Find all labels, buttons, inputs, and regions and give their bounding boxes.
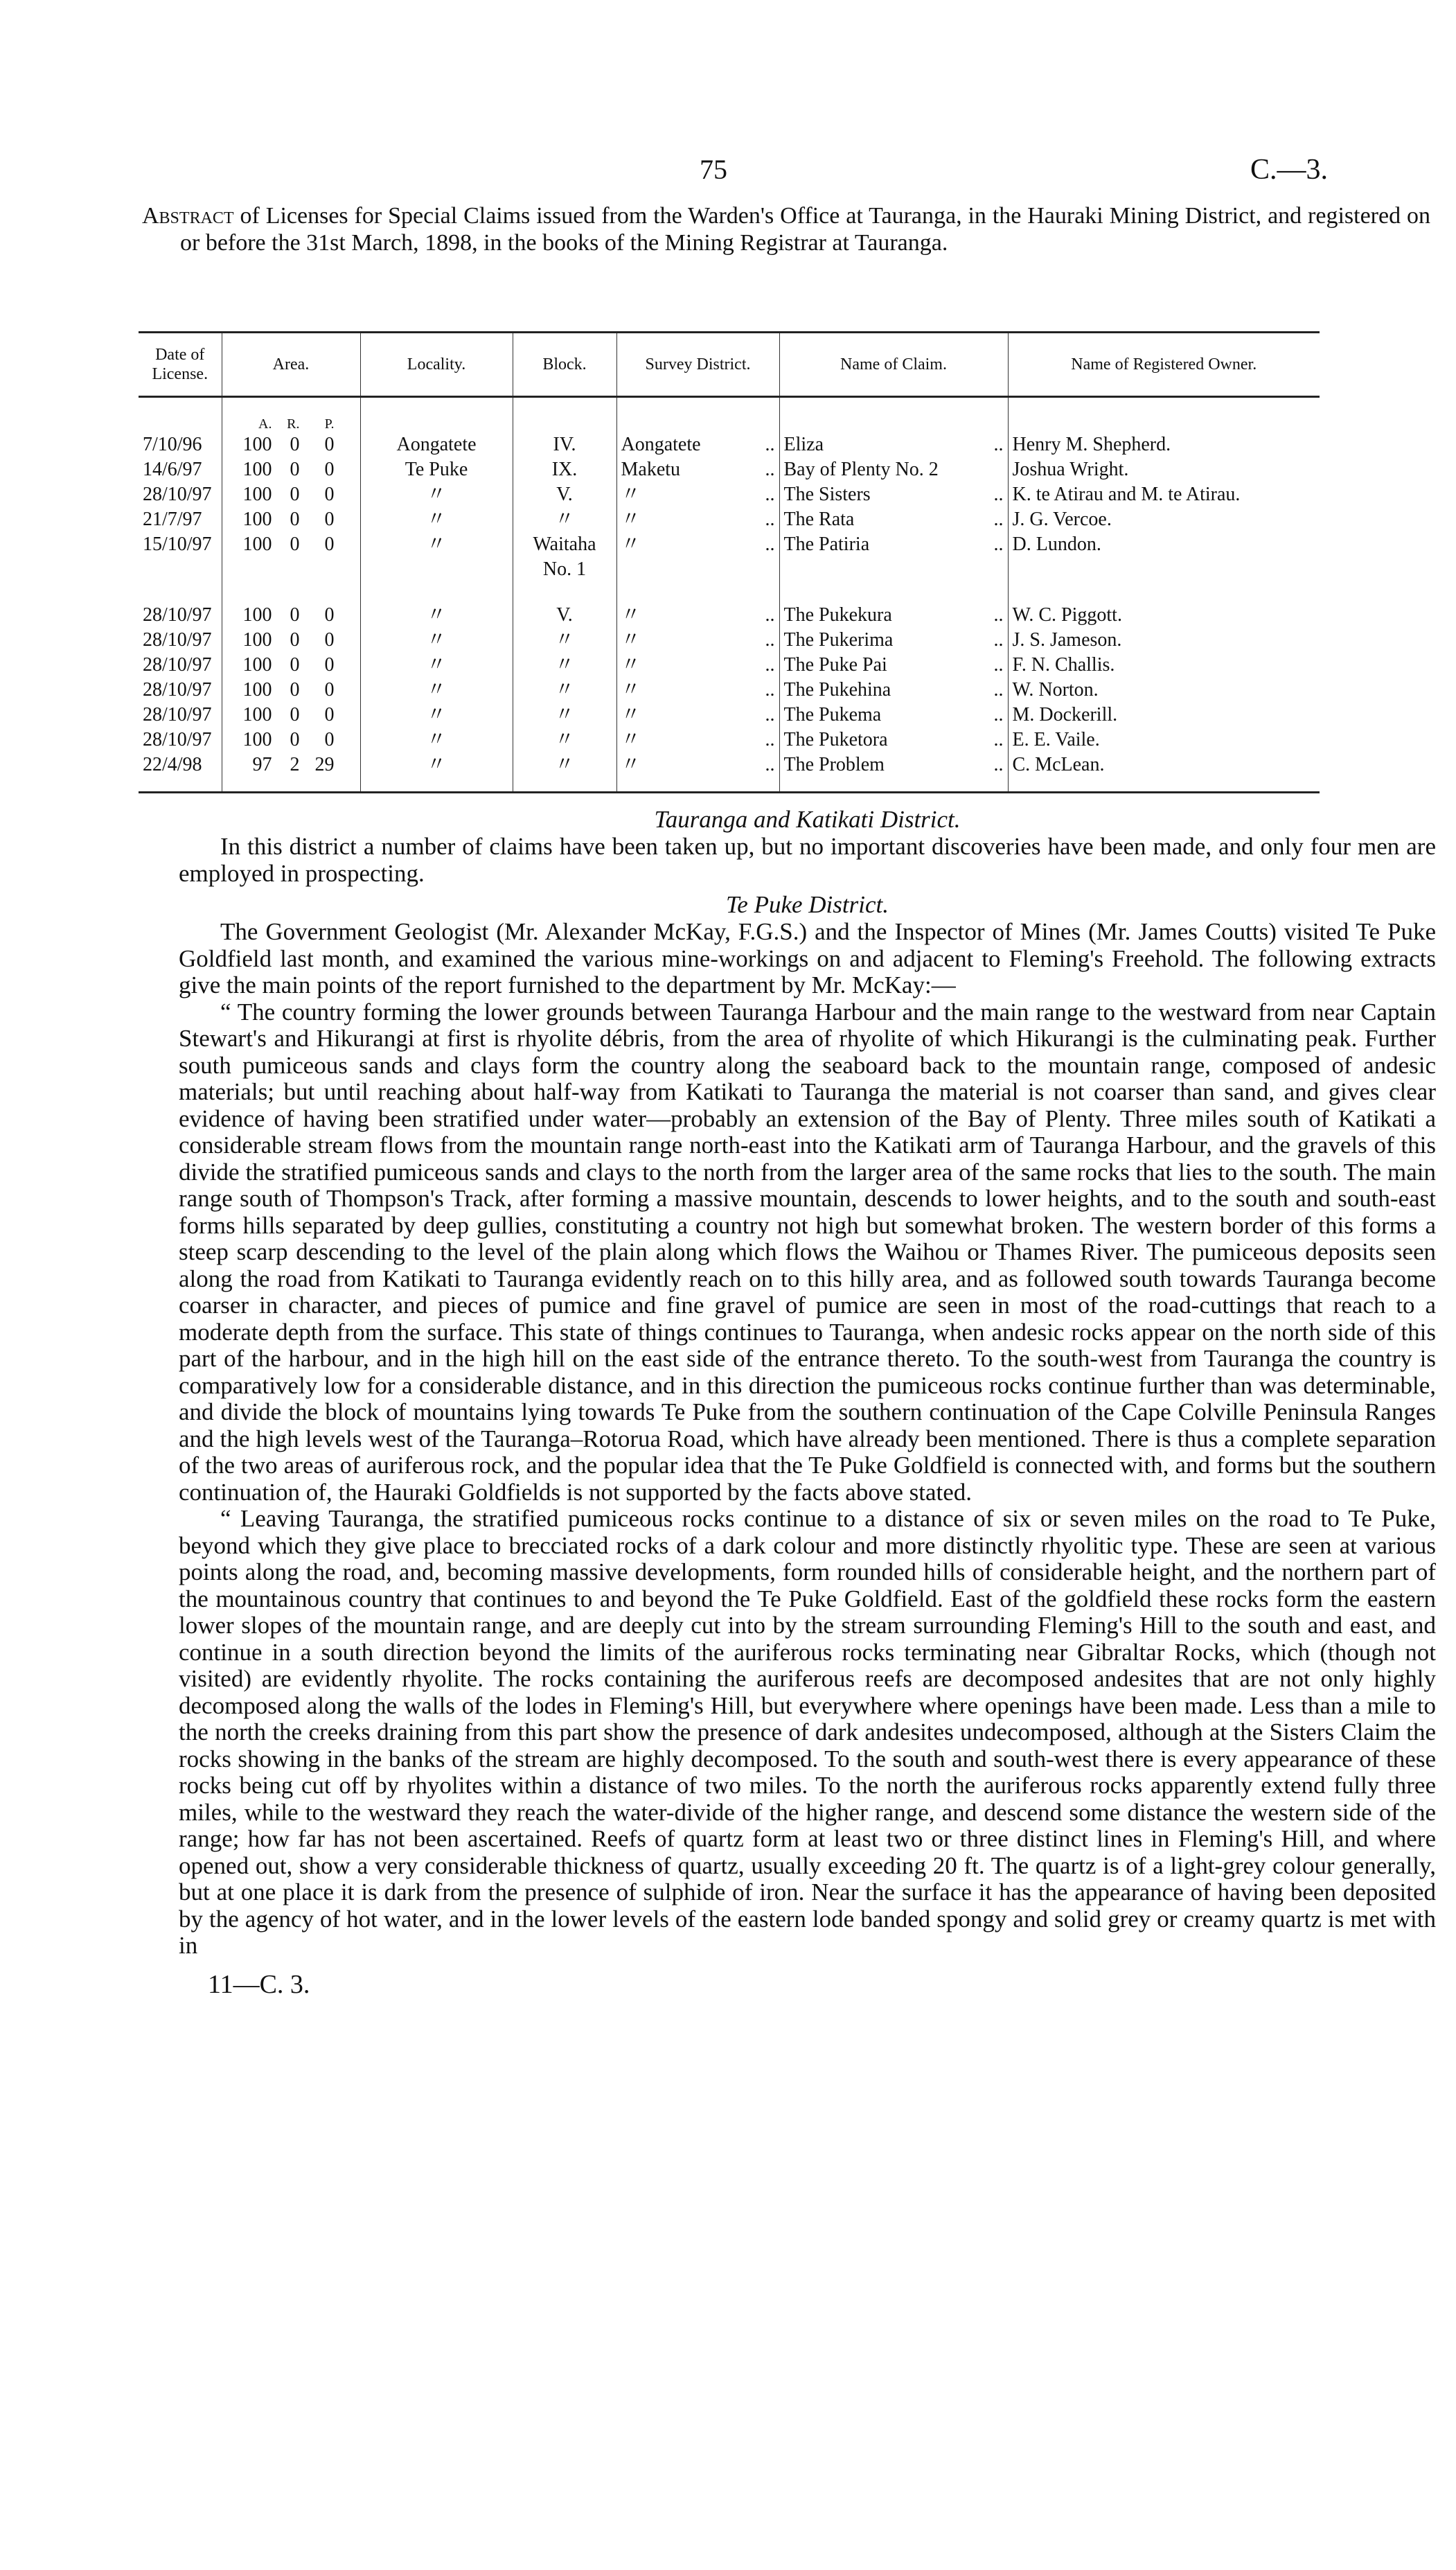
area-acres: 100 (242, 459, 272, 480)
leader-dots: .. (765, 509, 775, 530)
table-row (139, 678, 1320, 703)
leader-dots: .. (993, 509, 1004, 530)
area-roods: 0 (290, 629, 300, 651)
area-roods: 0 (290, 434, 300, 455)
claim-name-value: The Puke Pai (783, 654, 887, 676)
claim-name (779, 678, 1008, 703)
header-claim-name: Name of Claim. (779, 333, 1008, 397)
claim-name-value: The Pukema (783, 704, 882, 725)
leader-dots: .. (765, 459, 775, 480)
header-date: Date of License. (139, 333, 222, 397)
survey-district (616, 628, 779, 653)
title-lead: Abstract (142, 203, 234, 229)
area-roods: 0 (290, 654, 300, 676)
owner-name: J. S. Jameson. (1008, 628, 1320, 653)
table-row (139, 457, 1320, 482)
locality: 〃 (360, 678, 513, 703)
area-roods: 0 (290, 704, 300, 725)
area-roods: 0 (290, 729, 300, 750)
license-date: 7/10/96 (143, 434, 202, 455)
leader-dots: .. (765, 604, 775, 626)
section-heading-te-puke: Te Puke District. (726, 891, 889, 918)
license-date: 22/4/98 (139, 752, 222, 793)
area-perches: 0 (324, 629, 335, 651)
block: 〃 (513, 653, 616, 678)
area-acres: 100 (242, 654, 272, 676)
license-date: 28/10/97 (143, 604, 212, 626)
block: V. (513, 582, 616, 628)
license-date: 15/10/97 (143, 534, 212, 555)
paragraph: In this district a number of claims have been taken up, but no important discoveries have been made, and only four men are employed in prospecting. (179, 833, 1436, 887)
survey-district-value: 〃 (621, 704, 641, 725)
claim-name-value: The Pukerima (783, 629, 894, 651)
table-row (139, 582, 1320, 628)
leader-dots: .. (765, 654, 775, 676)
block: 〃 (513, 507, 616, 532)
table-row (139, 628, 1320, 653)
claim-name (779, 507, 1008, 532)
area-perches: 0 (324, 729, 335, 750)
locality: Te Puke (360, 457, 513, 482)
leader-dots: .. (765, 434, 775, 455)
locality: 〃 (360, 582, 513, 628)
header-block: Block. (513, 333, 616, 397)
survey-district-value: 〃 (621, 679, 641, 701)
header-area: Area. (222, 333, 360, 397)
leader-dots: .. (993, 534, 1004, 555)
claim-name-value: The Rata (783, 509, 855, 530)
survey-district (616, 752, 779, 793)
block: IV. (513, 432, 616, 457)
unit-acres: A. (258, 416, 272, 432)
area-acres: 100 (242, 629, 272, 651)
survey-district (616, 432, 779, 457)
license-date: 28/10/97 (143, 654, 212, 676)
license-date: 21/7/97 (143, 509, 202, 530)
table-row (139, 482, 1320, 507)
claim-name-value: The Pukehina (783, 679, 891, 701)
area-perches: 0 (324, 509, 335, 530)
page-content (139, 331, 1437, 2000)
area-perches: 0 (324, 434, 335, 455)
area-perches: 0 (324, 604, 335, 626)
leader-dots: .. (765, 484, 775, 505)
area (222, 482, 360, 507)
area (222, 628, 360, 653)
area-acres: 100 (242, 534, 272, 555)
leader-dots: .. (993, 729, 1004, 750)
block: Waitaha No. 1 (513, 532, 616, 582)
block: 〃 (513, 628, 616, 653)
locality: Aongatete (360, 432, 513, 457)
area-acres: 100 (242, 509, 272, 530)
area-acres: 97 (252, 754, 272, 775)
owner-name: M. Dockerill. (1008, 703, 1320, 728)
claim-name (779, 582, 1008, 628)
claim-name-value: Eliza (783, 434, 824, 455)
area (222, 653, 360, 678)
owner-name: D. Lundon. (1008, 532, 1320, 582)
claim-name (779, 752, 1008, 793)
header-owner: Name of Registered Owner. (1008, 333, 1320, 397)
locality: 〃 (360, 653, 513, 678)
survey-district (616, 703, 779, 728)
locality: 〃 (360, 752, 513, 793)
table-row (139, 703, 1320, 728)
area-roods: 0 (290, 509, 300, 530)
leader-dots: .. (993, 484, 1004, 505)
area (222, 703, 360, 728)
block: 〃 (513, 703, 616, 728)
area-acres: 100 (242, 484, 272, 505)
survey-district-value: 〃 (621, 654, 641, 676)
locality: 〃 (360, 628, 513, 653)
area (222, 582, 360, 628)
survey-district (616, 482, 779, 507)
area-perches: 0 (324, 704, 335, 725)
claim-name (779, 728, 1008, 752)
table-header-row (139, 333, 1320, 397)
block: 〃 (513, 752, 616, 793)
license-date: 28/10/97 (143, 704, 212, 725)
claim-name (779, 482, 1008, 507)
title-text: of Licenses for Special Claims issued from the Warden's Office at Tauranga, in the Hauraki Mining District, and registered on or before the 31st March, 1898, in the books of the Mining Registrar at Tauranga. (180, 203, 1430, 256)
survey-district (616, 457, 779, 482)
leader-dots: .. (765, 534, 775, 555)
area-roods: 2 (290, 754, 300, 775)
block: 〃 (513, 678, 616, 703)
survey-district-value: 〃 (621, 534, 641, 555)
paragraph: “ Leaving Tauranga, the stratified pumiceous rocks continue to a distance of six or seven miles on the road to Te Puke, beyond which they give place to brecciated rocks of a dark colour and more distinctly rhyolitic type. These are seen at various points along the road, and, becoming massive developments, form rounded hills of considerable height, and the northern part of the mountainous country that continues to and beyond the Te Puke Goldfield. East of the goldfield these rocks form the eastern lower slopes of the mountain range, and are deeply cut into by the stream surrounding Fleming's Hill to the south and east, and continue in a south direction beyond the limits of the auriferous rocks terminating near Gibraltar Rocks, which (though not visited) are evidently rhyolite. The rocks containing the auriferous reefs are decomposed andesites that are not only highly decomposed along the walls of the lodes in Fleming's Hill, but everywhere where openings have been made. Less than a mile to the north the creeks draining from this part show the presence of dark andesites undecomposed, although at the Sisters Claim the rocks showing in the banks of the stream are highly decomposed. To the south and south-west there is every appearance of these rocks being cut off by rhyolites within a distance of two miles. To the north the auriferous rocks apparently extend fully three miles, while to the westward they reach the water-divide of the higher range, and descend some distance the western side of the range; how far has not been ascertained. Reefs of quartz form at least two or three distinct lines in Fleming's Hill, and where opened out, show a very considerable thickness of quartz, usually exceeding 20 ft. The quartz is of a light-grey colour generally, but at one place it is dark from the presence of sulphide of iron. Near the surface it has the appearance of having been deposited by the agency of hot water, and in the lower levels of the eastern lode banded spongy and solid grey or creamy quartz is met with in (179, 1505, 1436, 1959)
survey-district (616, 728, 779, 752)
claim-name (779, 703, 1008, 728)
table-row (139, 432, 1320, 457)
table-title (142, 202, 1430, 256)
leader-dots: .. (765, 754, 775, 775)
locality: 〃 (360, 532, 513, 582)
leader-dots: .. (765, 729, 775, 750)
survey-district (616, 678, 779, 703)
leader-dots: .. (993, 704, 1004, 725)
leader-dots: .. (765, 679, 775, 701)
claim-name (779, 628, 1008, 653)
survey-district (616, 653, 779, 678)
area-perches: 0 (324, 679, 335, 701)
owner-name: K. te Atirau and M. te Atirau. (1008, 482, 1320, 507)
table-row (139, 752, 1320, 793)
claim-name (779, 457, 1008, 482)
block: V. (513, 482, 616, 507)
owner-name: Henry M. Shepherd. (1008, 432, 1320, 457)
block: 〃 (513, 728, 616, 752)
locality: 〃 (360, 728, 513, 752)
claim-name-value: Bay of Plenty No. 2 (783, 459, 939, 480)
survey-district-value: 〃 (621, 629, 641, 651)
locality: 〃 (360, 507, 513, 532)
leader-dots: .. (993, 679, 1004, 701)
area-units-row (139, 397, 1320, 433)
leader-dots: .. (993, 604, 1004, 626)
claim-name-value: The Patiria (783, 534, 870, 555)
header-locality: Locality. (360, 333, 513, 397)
area-perches: 0 (324, 484, 335, 505)
survey-district-value: 〃 (621, 604, 641, 626)
licenses-table (139, 331, 1320, 793)
leader-dots: .. (993, 629, 1004, 651)
header-survey-district: Survey District. (616, 333, 779, 397)
leader-dots: .. (993, 434, 1004, 455)
claim-name (779, 532, 1008, 582)
area (222, 678, 360, 703)
page-number: 75 (700, 154, 727, 185)
survey-district (616, 532, 779, 582)
license-date: 14/6/97 (143, 459, 202, 480)
table-row (139, 532, 1320, 582)
area-roods: 0 (290, 459, 300, 480)
unit-perches: P. (324, 416, 335, 432)
claim-name (779, 653, 1008, 678)
area-perches: 0 (324, 459, 335, 480)
claim-name-value: The Problem (783, 754, 885, 775)
survey-district-value: Aongatete (621, 434, 701, 455)
license-date: 28/10/97 (143, 629, 212, 651)
area-perches: 29 (314, 754, 335, 775)
document-reference: C.—3. (1250, 154, 1329, 186)
body-text (179, 806, 1436, 1960)
unit-roods: R. (287, 416, 300, 432)
locality: 〃 (360, 703, 513, 728)
claim-name-value: The Puketora (783, 729, 888, 750)
area-perches: 0 (324, 654, 335, 676)
survey-district-value: 〃 (621, 754, 641, 775)
paragraph: “ The country forming the lower grounds between Tauranga Harbour and the main range to the westward from near Captain Stewart's and Hikurangi at first is rhyolite débris, from the area of rhyolite of which Hikurangi is the culminating peak. Further south pumiceous sands and clays form the country along the seaboard back to the mountain range, composed of andesic materials; but until reaching about half-way from Katikati to Tauranga the material is not coarser than sand, and gives clear evidence of having been stratified under water—probably an extension of the Bay of Plenty. Three miles south of Katikati a considerable stream flows from the mountain range north-east into the Katikati arm of Tauranga Harbour, and the gravels of this divide the stratified pumiceous sands and clays to the north from the larger area of the same rocks that lies to the south. The main range south of Thompson's Track, after forming a massive mountain, descends to lower heights, and to the south and south-east forms hills separated by deep gullies, constituting a country not high but somewhat broken. The western border of this forms a steep scarp descending to the level of the plain along which flows the Waihou or Thames River. The pumiceous deposits seen along the road from Katikati to Tauranga evidently reach on to this hilly area, and as followed south towards Tauranga become coarser in character, and pieces of pumice and fine gravel of pumice are seen in most of the road-cuttings that reach to a moderate depth from the surface. This state of things continues to Tauranga, when andesic rocks appear on the north side of this part of the harbour, and in the high hill on the east side of the entrance thereto. To the south-west from Tauranga the country is comparatively low for a considerable distance, and in this direction the pumiceous rocks continue further than was determinable, and divide the block of mountains lying towards Te Puke from the southern continuation of the Cape Colville Peninsula Ranges and the high levels west of the Tauranga–Rotorua Road, which have already been mentioned. There is thus a complete separation of the two areas of auriferous rock, and the popular idea that the Te Puke Goldfield is connected with, and forms but the southern continuation of, the Hauraki Goldfields is not supported by the facts above stated. (179, 998, 1436, 1506)
area (222, 728, 360, 752)
area-roods: 0 (290, 534, 300, 555)
paragraph: The Government Geologist (Mr. Alexander McKay, F.G.S.) and the Inspector of Mines (Mr. James Coutts) visited Te Puke Goldfield last month, and examined the various mine-workings on and adjacent to Fleming's Freehold. The following extracts give the main points of the report furnished to the department by Mr. McKay:— (179, 918, 1436, 998)
area-acres: 100 (242, 679, 272, 701)
survey-district-value: 〃 (621, 729, 641, 750)
area-perches: 0 (324, 534, 335, 555)
area (222, 457, 360, 482)
owner-name: Joshua Wright. (1008, 457, 1320, 482)
license-date: 28/10/97 (143, 729, 212, 750)
owner-name: W. Norton. (1008, 678, 1320, 703)
area-acres: 100 (242, 434, 272, 455)
owner-name: C. McLean. (1008, 752, 1320, 793)
license-date: 28/10/97 (143, 484, 212, 505)
leader-dots: .. (765, 629, 775, 651)
claim-name-value: The Sisters (783, 484, 871, 505)
area (222, 532, 360, 582)
license-date: 28/10/97 (143, 679, 212, 701)
page-signature: 11—C. 3. (208, 1969, 310, 1999)
section-heading-tauranga: Tauranga and Katikati District. (654, 806, 961, 833)
table-row (139, 653, 1320, 678)
survey-district (616, 507, 779, 532)
area-roods: 0 (290, 604, 300, 626)
area-roods: 0 (290, 679, 300, 701)
area-acres: 100 (242, 704, 272, 725)
leader-dots: .. (993, 754, 1004, 775)
area (222, 752, 360, 793)
survey-district (616, 582, 779, 628)
area-acres: 100 (242, 729, 272, 750)
claim-name-value: The Pukekura (783, 604, 892, 626)
survey-district-value: Maketu (621, 459, 681, 480)
survey-district-value: 〃 (621, 484, 641, 505)
owner-name: F. N. Challis. (1008, 653, 1320, 678)
block: IX. (513, 457, 616, 482)
table-row (139, 507, 1320, 532)
area-acres: 100 (242, 604, 272, 626)
leader-dots: .. (993, 654, 1004, 676)
area (222, 507, 360, 532)
owner-name: W. C. Piggott. (1008, 582, 1320, 628)
area-roods: 0 (290, 484, 300, 505)
table-row (139, 728, 1320, 752)
area (222, 432, 360, 457)
claim-name (779, 432, 1008, 457)
survey-district-value: 〃 (621, 509, 641, 530)
leader-dots: .. (765, 704, 775, 725)
owner-name: E. E. Vaile. (1008, 728, 1320, 752)
owner-name: J. G. Vercoe. (1008, 507, 1320, 532)
locality: 〃 (360, 482, 513, 507)
